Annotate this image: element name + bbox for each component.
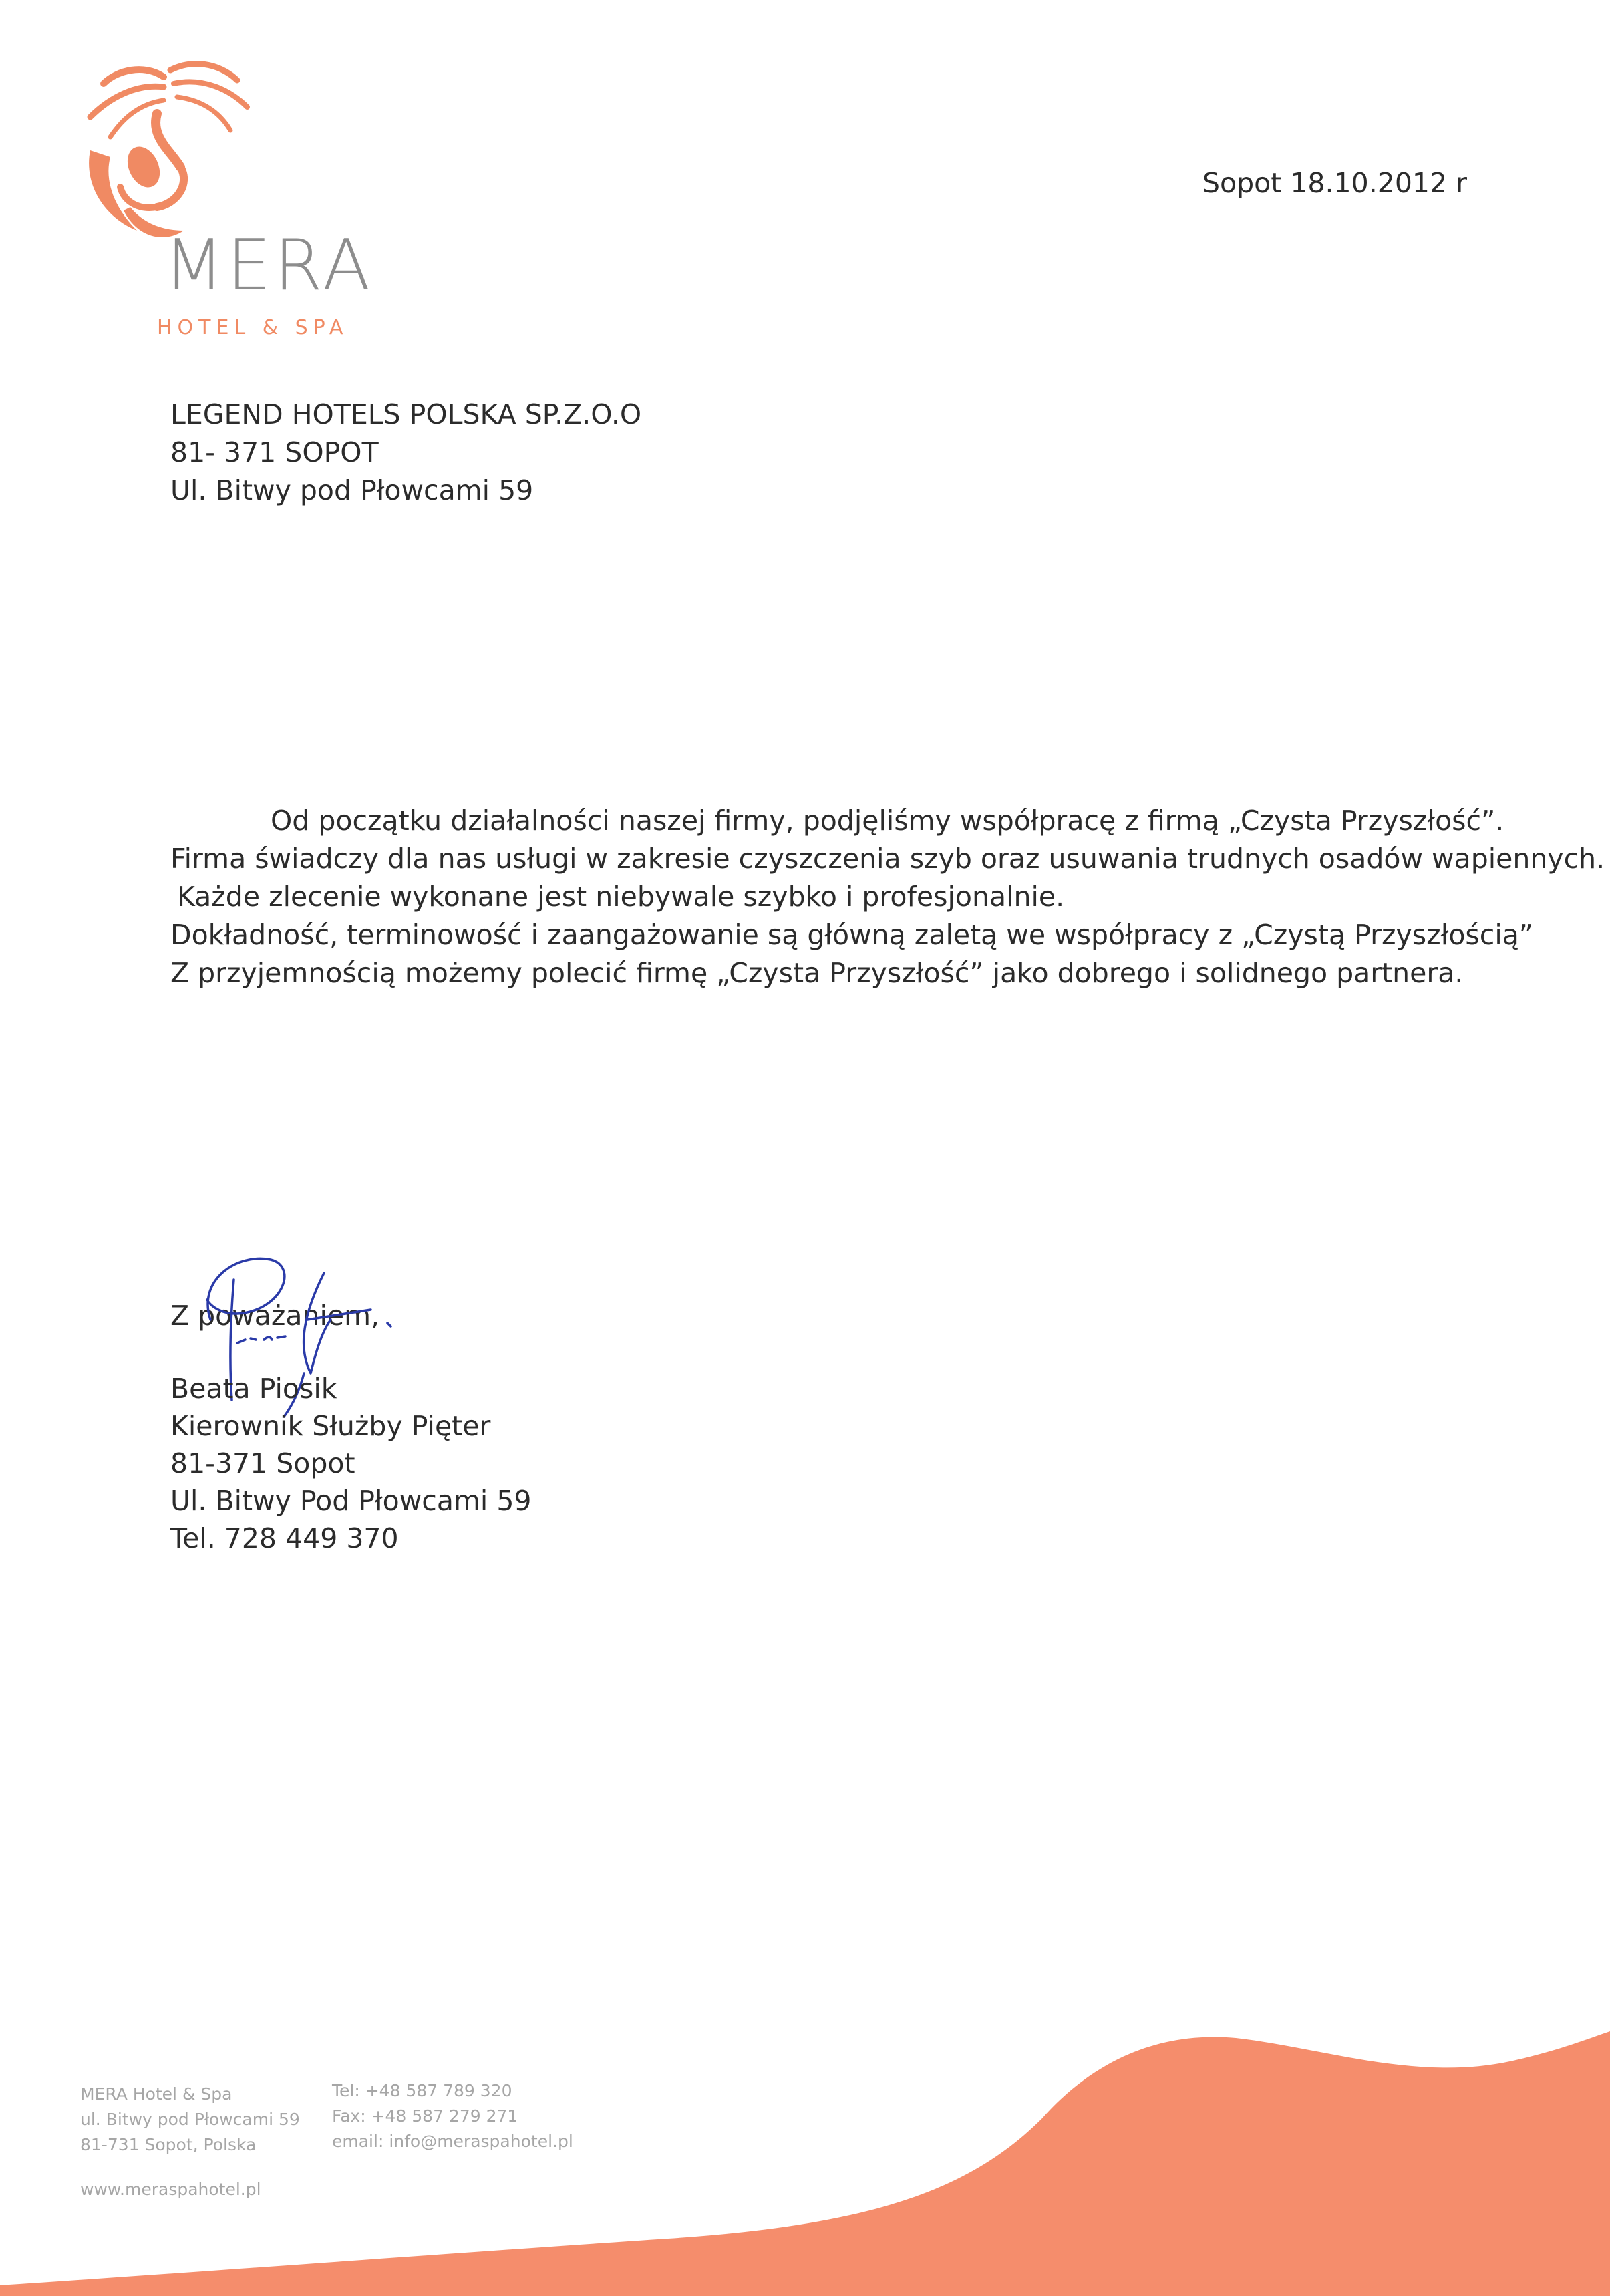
footer-hotel-address <box>80 2082 300 2158</box>
logo-name: MERA <box>164 225 373 306</box>
recipient-postal: 81- 371 SOPOT <box>170 436 379 468</box>
footer-contact <box>332 2078 573 2154</box>
closing: Z poważaniem, <box>170 1300 380 1332</box>
sender-street: Ul. Bitwy Pod Płowcami 59 <box>170 1485 532 1517</box>
sender-name: Beata Piosik <box>170 1373 337 1405</box>
sender-details <box>170 1370 532 1557</box>
footer-hotel-city: 81-731 Sopot, Polska <box>80 2135 257 2154</box>
mera-logo <box>63 50 373 339</box>
footer-hotel-name: MERA Hotel & Spa <box>80 2084 232 2104</box>
logo-subtitle: HOTEL & SPA <box>157 316 349 339</box>
body-line: Z przyjemnością możemy polecić firmę „Czysta Przyszłość” jako dobrego i solidnego partnera. <box>170 957 1464 989</box>
letter-body <box>170 802 1605 992</box>
body-line: Od początku działalności naszej firmy, podjęliśmy współpracę z firmą „Czysta Przyszłość”. <box>271 805 1504 837</box>
footer-hotel-street: ul. Bitwy pod Płowcami 59 <box>80 2110 300 2129</box>
footer-website-link[interactable]: www.meraspahotel.pl <box>80 2180 261 2199</box>
footer-email[interactable]: email: info@meraspahotel.pl <box>332 2132 573 2151</box>
recipient-company: LEGEND HOTELS POLSKA SP.Z.O.O <box>170 398 642 430</box>
sender-phone: Tel. 728 449 370 <box>170 1522 399 1554</box>
letter-date: Sopot 18.10.2012 r <box>1202 167 1467 199</box>
body-line: Dokładność, terminowość i zaangażowanie są główną zaletą we współpracy z „Czystą Przyszłością” <box>170 919 1534 951</box>
body-line: Firma świadczy dla nas usługi w zakresie czyszczenia szyb oraz usuwania trudnych osadów wapiennych. <box>170 843 1605 875</box>
body-line: Każde zlecenie wykonane jest niebywale szybko i profesjonalnie. <box>177 881 1065 913</box>
footer-tel: Tel: +48 587 789 320 <box>332 2081 512 2100</box>
sender-city: 81-371 Sopot <box>170 1447 355 1479</box>
recipient-street: Ul. Bitwy pod Płowcami 59 <box>170 474 534 507</box>
sender-title: Kierownik Służby Pięter <box>170 1410 491 1442</box>
recipient-address <box>170 396 641 510</box>
mermaid-logo-icon <box>63 50 264 251</box>
footer-fax: Fax: +48 587 279 271 <box>332 2106 518 2126</box>
